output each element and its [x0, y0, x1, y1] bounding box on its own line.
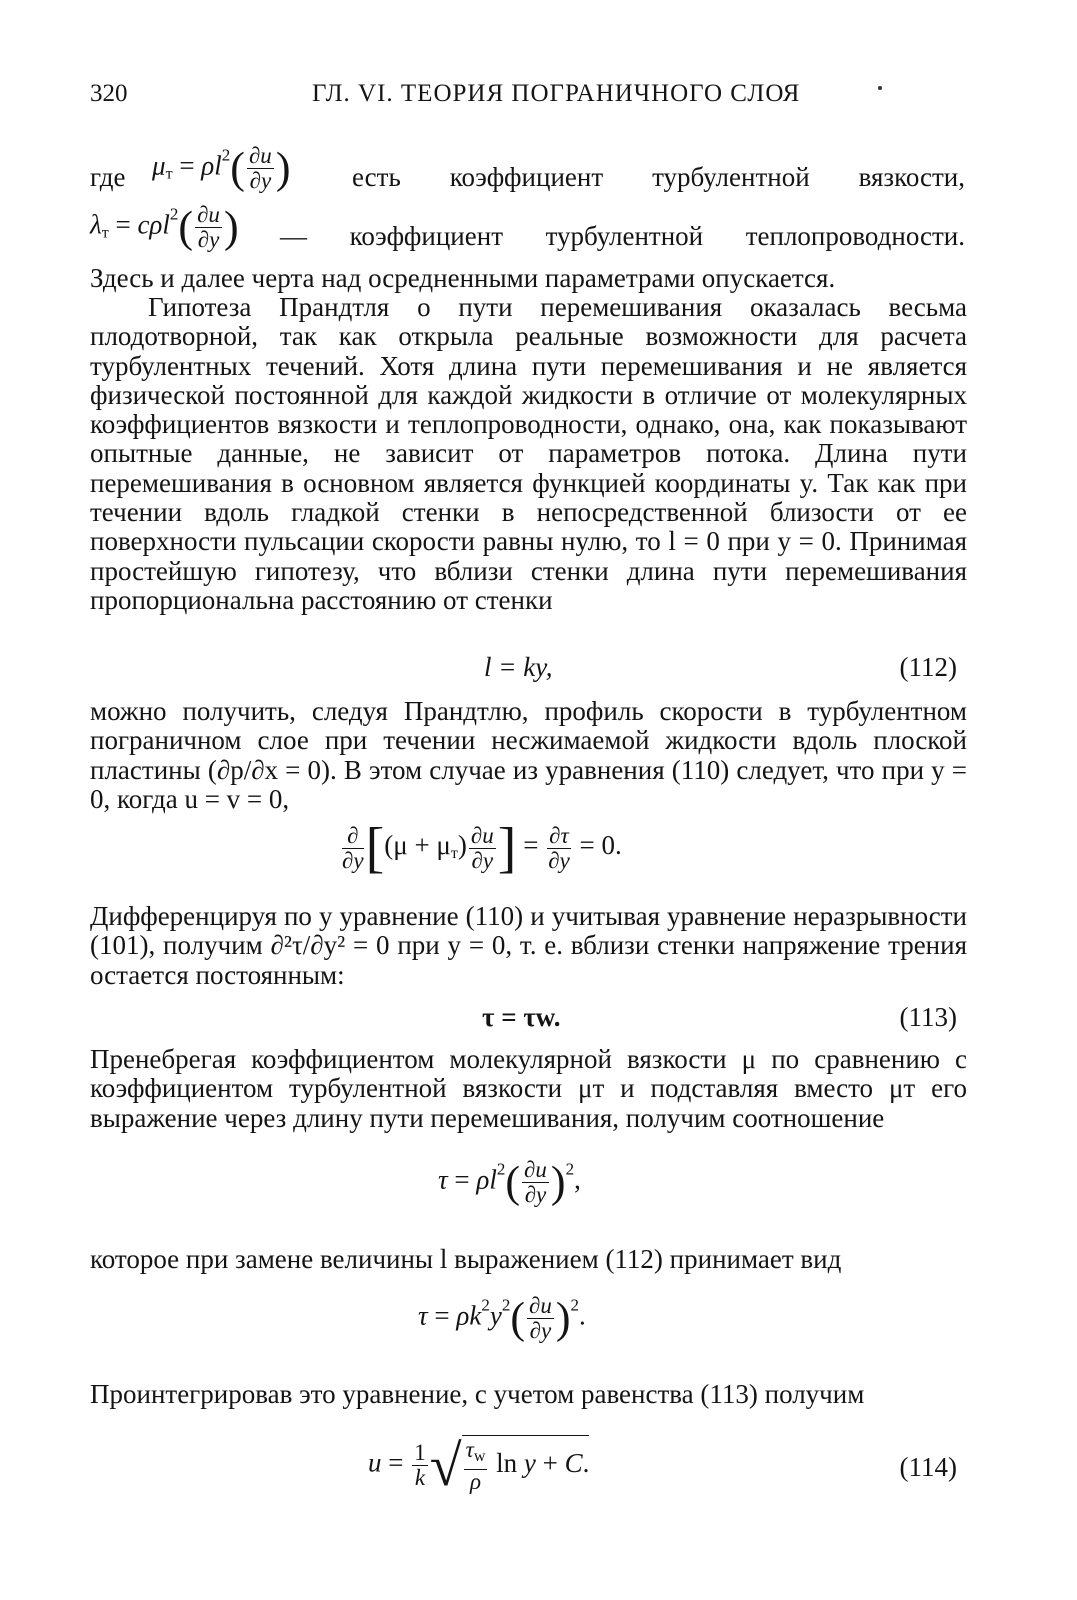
page-header: [90, 80, 967, 120]
book-page: [90, 0, 967, 1600]
equation-tau-mixing: $\tau = \rho l^2$( $\frac{\partial u}{\partial y}$ )$^2$,: [438, 1157, 581, 1207]
paragraph-1: Здесь и далее черта над осредненными параметрами опускается.: [90, 263, 836, 293]
lambda-t-formula: $\lambda_т = c\rho l^2$( $\frac{\partial u}{\partial y}$ ): [90, 202, 239, 252]
chapter-title: ГЛ. VI. ТЕОРИЯ ПОГРАНИЧНОГО СЛОЯ: [312, 80, 801, 107]
paragraph-7: Проинтегрировав это уравнение, с учетом равенства (113) получим: [90, 1379, 865, 1409]
paragraph-6: которое при замене величины l выражением (112) принимает вид: [90, 1244, 842, 1274]
print-speck: [878, 86, 882, 90]
mu-t-formula: $\mu_т = \rho l^2$( $\frac{\partial u}{\partial y}$ ): [152, 143, 291, 193]
equation-113-number: (113): [899, 1002, 957, 1032]
equation-114: u = $\frac{1}{k}$ √ $\frac{\tau_w}{\rho}$ ln y + C.: [368, 1433, 590, 1498]
paragraph-2: Гипотеза Прандтля о пути перемешивания оказалась весьма плодотворной, так как открыла реальные возможности для расчета турбулентных течений. Хотя длина пути перемешивания и не является физической постоянной для каждой жидкости в отличие от молекулярных коэффициентов вязкости и теплопроводности, однако, она, как показывают опытные данные, не зависит от параметров потока. Длина пути перемешивания в основном является функцией координаты y. Так как при течении вдоль гладкой стенки в непосредственной близости от ее поверхности пульсации скорости равны нулю, то l = 0 при y = 0. Принимая простейшую гипотезу, что вблизи стенки длина пути перемешивания пропорциональна расстоянию от стенки: [90, 292, 967, 615]
lambda-t-description: — коэффициент турбулентной теплопроводности.: [280, 221, 965, 251]
equation-113: τ = τw.: [482, 1002, 561, 1032]
page-number: 320: [90, 80, 128, 107]
equation-114-number: (114): [899, 1452, 957, 1482]
paragraph-5: Пренебрегая коэффициентом молекулярной вязкости μ по сравнению с коэффициентом турбулентной вязкости μт и подставляя вместо μт его выражение через длину пути перемешивания, получим соотношение: [90, 1044, 967, 1133]
equation-112-number: (112): [899, 652, 957, 682]
paragraph-3: можно получить, следуя Прандтлю, профиль скорости в турбулентном пограничном слое при течении несжимаемой жидкости вдоль плоской пластины (∂p/∂x = 0). В этом случае из уравнения (110) следует, что при y = 0, когда u = v = 0,: [90, 696, 967, 814]
mu-t-description: есть коэффициент турбулентной вязкости,: [352, 162, 965, 192]
equation-tau-ky: $\tau = \rho k^2y^2$( $\frac{\partial u}{\partial y}$ )$^2$.: [418, 1293, 586, 1343]
equation-112: l = ky,: [484, 652, 553, 682]
where-word: где: [90, 162, 126, 192]
paragraph-4: Дифференцируя по y уравнение (110) и учитывая уравнение неразрывности (101), получим ∂²τ/∂y² = 0 при y = 0, т. е. вблизи стенки напряжение трения остается постоянным:: [90, 901, 967, 990]
equation-wall-stress: $\frac{\partial}{\partial y}$ [$(\mu + \mu_т)$ $\frac{\partial u}{\partial y}$ ] = $\frac{\partial\tau}{\partial y}$ = 0.: [342, 817, 622, 879]
